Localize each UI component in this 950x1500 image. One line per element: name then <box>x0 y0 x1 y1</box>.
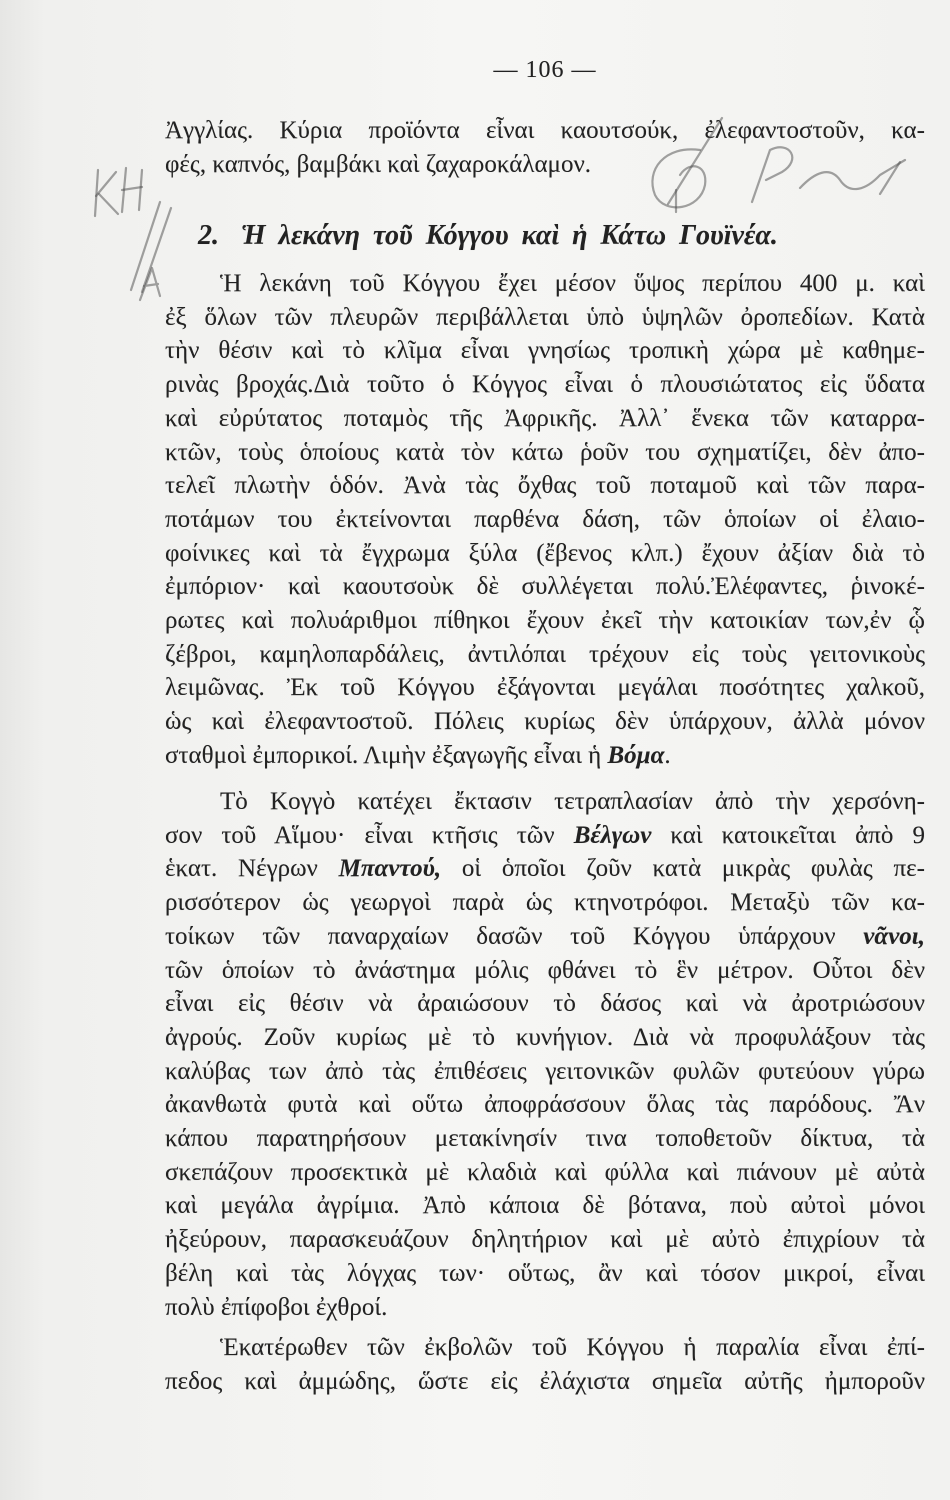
text-segment: ἠξεύρουν, παρασκευάζουν δηλητήριον καὶ μὲ αὐτὸ ἐπιχρίουν τὰ <box>165 1226 925 1254</box>
paragraph <box>165 267 925 773</box>
text-segment: σον τοῦ Αἵμου· εἶναι κτῆσις τῶν <box>165 821 574 849</box>
paragraph <box>165 1331 925 1398</box>
text-segment: φές, καπνός, βαμβάκι καὶ ζαχαροκάλαμον. <box>165 150 592 178</box>
text-line <box>165 267 925 301</box>
text-segment: τῶν ὁποίων τὸ ἀνάστημα μόλις φθάνει τὸ ἓν μέτρον. Οὗτοι δὲν <box>165 956 925 984</box>
text-segment: σκεπάζουν προσεκτικὰ μὲ κλαδιὰ καὶ φύλλα καὶ πιάνουν μὲ αὐτὰ <box>165 1158 925 1186</box>
text-segment: καὶ μεγάλα ἀγρίμια. Ἀπὸ κάποια δὲ βότανα, ποὺ αὐτοὶ μόνοι <box>165 1192 925 1220</box>
text-segment: Ἡ λεκάνη τοῦ Κόγγου ἔχει μέσον ὕψος περίπου 400 μ. καὶ <box>220 270 925 297</box>
text-line <box>165 1021 925 1055</box>
text-line <box>165 334 925 368</box>
handwritten-mark <box>99 194 118 214</box>
emphasized-term: Μπαντού, <box>338 855 442 883</box>
handwritten-mark <box>139 170 142 210</box>
text-line <box>165 1055 925 1089</box>
handwritten-mark <box>122 168 126 212</box>
text-segment: . <box>664 741 671 769</box>
continued-paragraph <box>165 114 925 181</box>
text-line <box>165 954 925 988</box>
text-line <box>165 1223 925 1257</box>
text-segment: τοίκων τῶν παναρχαίων δασῶν τοῦ Κόγγου ὑπάρχουν <box>165 922 864 950</box>
text-line <box>165 671 925 705</box>
handwritten-mark <box>96 172 116 196</box>
text-line <box>165 436 925 470</box>
text-segment: ὡς καὶ ἐλεφαντοστοῦ. Πόλεις κυρίως δὲν ὑπάρχουν, ἀλλὰ μόνον <box>165 708 925 736</box>
text-segment: ἑκατ. Νέγρων <box>165 855 339 883</box>
text-segment: ἀγρούς. Ζοῦν κυρίως μὲ τὸ κυνήγιον. Διὰ νὰ προφυλάξουν τὰς <box>165 1023 925 1051</box>
text-line <box>165 1365 925 1399</box>
handwritten-mark <box>140 268 160 300</box>
text-segment: σταθμοὶ ἐμπορικοί. Λιμὴν ἐξαγωγῆς εἶναι ἡ <box>165 741 608 769</box>
text-segment: ρισσότερον ὡς γεωργοὶ παρὰ ὡς κτηνοτρόφοι. Μεταξὺ τῶν κα- <box>165 889 925 917</box>
handwritten-mark <box>131 202 160 290</box>
text-segment: καὶ κατοικεῖται ἀπὸ 9 <box>651 821 925 849</box>
paragraph <box>165 785 925 1324</box>
text-segment: ποτάμων του ἐκτείνονται παρθένα δάση, τῶν ὁποίων οἱ ἐλαιο- <box>165 505 925 533</box>
text-line <box>165 1331 925 1365</box>
text-segment: Τὸ Κογγὸ κατέχει ἔκτασιν τετραπλασίαν ἀπὸ τὴν χερσόνη- <box>220 788 925 815</box>
text-line <box>165 604 925 638</box>
text-segment: ζέβροι, καμηλοπαρδάλεις, ἀντιλόπαι τρέχουν εἰς τοὺς γειτονικοὺς <box>165 640 925 668</box>
text-line <box>165 1122 925 1156</box>
handwritten-mark <box>95 170 98 216</box>
text-line <box>165 469 925 503</box>
text-segment: πολὺ ἐπίφοβοι ἐχθροί. <box>165 1293 388 1321</box>
emphasized-term: Βόμα <box>607 741 665 769</box>
text-line <box>165 114 925 148</box>
text-line <box>165 987 925 1021</box>
text-line <box>165 537 925 571</box>
emphasized-term: νᾶνοι, <box>863 922 925 950</box>
text-line <box>165 1189 925 1223</box>
text-segment: πεδος καὶ ἀμμώδης, ὥστε εἰς ἐλάχιστα σημεῖα αὐτῆς ἠμποροῦν <box>165 1367 925 1395</box>
text-segment: τελεῖ πλωτὴν ὁδόν. Ἀνὰ τὰς ὄχθας τοῦ ποταμοῦ καὶ τῶν παρα- <box>165 472 925 500</box>
text-line <box>165 638 925 672</box>
text-segment: κτῶν, τοὺς ὁποίους κατὰ τὸν κάτω ῥοῦν του σχηματίζει, δὲν ἀπο- <box>165 438 925 466</box>
text-line <box>165 886 925 920</box>
text-line <box>165 570 925 604</box>
text-line <box>165 785 925 819</box>
text-line <box>165 1257 925 1291</box>
text-segment: ρινὰς βροχάς.Διὰ τοῦτο ὁ Κόγγος εἶναι ὁ πλουσιώτατος εἰς ὕδατα <box>165 371 925 399</box>
section-title: Ἡ λεκάνη τοῦ Κόγγου καὶ ἡ Κάτω Γουϊνέα. <box>241 220 778 251</box>
text-segment: καὶ εὐρύτατος ποταμὸς τῆς Ἀφρικῆς. Ἀλλ᾿ ἕνεκα τῶν καταρρα- <box>165 404 925 432</box>
section-heading <box>198 219 778 253</box>
text-segment: Ἀγγλίας. Κύρια προϊόντα εἶναι καουτσούκ, ἐλεφαντοστοῦν, κα- <box>165 117 925 144</box>
text-segment: βέλη καὶ τὰς λόγχας των· οὕτως, ἂν καὶ τόσον μικροί, εἶναι <box>165 1259 925 1287</box>
text-line <box>165 705 925 739</box>
text-line <box>165 503 925 537</box>
text-line <box>165 301 925 335</box>
text-segment: Ἑκατέρωθεν τῶν ἐκβολῶν τοῦ Κόγγου ἡ παραλία εἶναι ἐπί- <box>220 1334 925 1361</box>
text-segment: φοίνικες καὶ τὰ ἔγχρωμα ξύλα (ἔβενος κλπ.) ἔχουν ἀξίαν διὰ τὸ <box>165 539 925 567</box>
text-segment: τὴν θέσιν καὶ τὸ κλῖμα εἶναι γνησίως τροπικὴ χώρα μὲ καθημε- <box>165 337 925 365</box>
text-line <box>165 739 925 773</box>
page-number: — 106 — <box>493 57 597 83</box>
text-line <box>165 368 925 402</box>
text-segment: λειμῶνας. Ἐκ τοῦ Κόγγου ἐξάγονται μεγάλαι ποσότητες χαλκοῦ, <box>165 674 925 702</box>
text-line <box>165 1156 925 1190</box>
text-segment: εἶναι εἰς θέσιν νὰ ἀραιώσουν τὸ δάσος καὶ νὰ ἀροτριώσουν <box>165 990 925 1018</box>
text-segment: κάπου παρατηρήσουν μετακίνησίν τινα τοποθετοῦν δίκτυα, τὰ <box>165 1125 925 1153</box>
text-segment: καλύβας των ἀπὸ τὰς ἐπιθέσεις γειτονικῶν φυλῶν φυτεύουν γύρω <box>165 1057 925 1085</box>
text-line <box>165 852 925 886</box>
text-line <box>165 402 925 436</box>
emphasized-term: Βέλγων <box>573 821 652 849</box>
text-segment: ρωτες καὶ πολυάριθμοι πίθηκοι ἔχουν ἐκεῖ τὴν κατοικίαν των,ἐν ᾧ <box>165 607 925 635</box>
text-line <box>165 920 925 954</box>
text-segment: ἐμπόριον· καὶ καουτσοὺκ δὲ συλλέγεται πολύ.Ἐλέφαντες, ῥινοκέ- <box>165 573 925 601</box>
text-segment: ἀκανθωτὰ φυτὰ καὶ οὕτω ἀποφράσσουν ὅλας τὰς παρόδους. Ἄν <box>165 1091 925 1119</box>
text-segment: ἐξ ὅλων τῶν πλευρῶν περιβάλλεται ὑπὸ ὑψηλῶν ὀροπεδίων. Κατὰ <box>165 303 925 331</box>
handwritten-mark <box>122 187 142 190</box>
text-line <box>165 1088 925 1122</box>
text-line <box>165 819 925 853</box>
text-line <box>165 1291 925 1325</box>
section-number: 2. <box>198 220 219 251</box>
text-segment: οἱ ὁποῖοι ζοῦν κατὰ μικρὰς φυλὰς πε- <box>441 855 925 883</box>
text-line <box>165 148 925 182</box>
